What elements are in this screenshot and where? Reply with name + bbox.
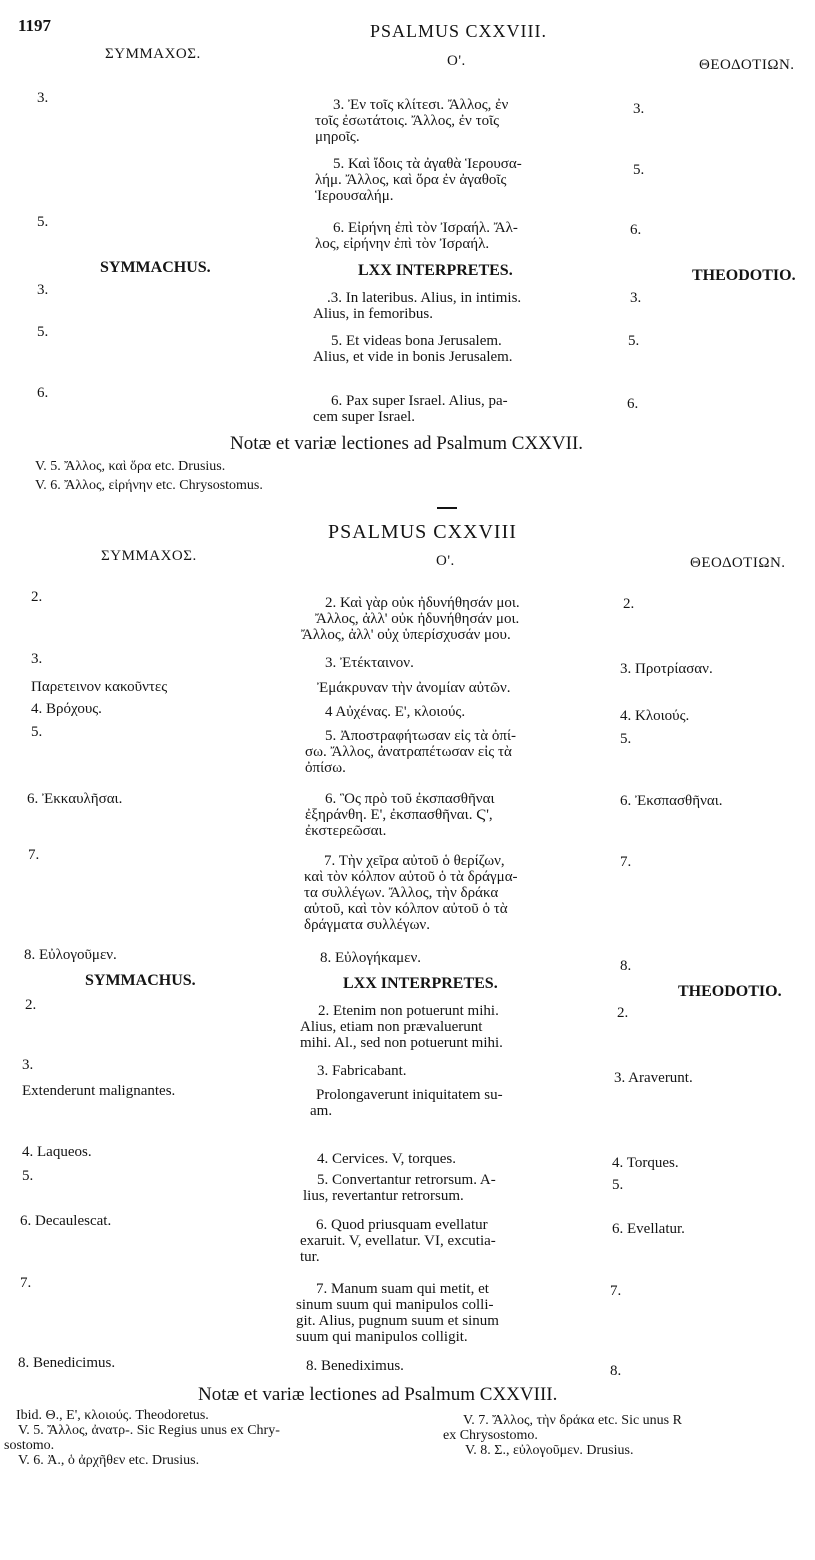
greek-row-right: 3. (633, 101, 645, 117)
latin-row-left: 4. Laqueos. (22, 1144, 92, 1160)
latin-row-left: 5. (37, 324, 49, 340)
greek-row-text: 7. Τὴν χεῖρα αὐτοῦ ὁ θερίζων, καὶ τὸν κόλπον αὐτοῦ ὁ τὰ δράγμα- τα συλλέγων. Ἄλλος, τὴν δράκα αὐτοῦ, καὶ τὸν κόλπον αὐτοῦ ὁ τὰ δράγματα συλλέγων. (304, 853, 518, 933)
latin-row-right: 5. (612, 1177, 624, 1193)
greek-row-right: 4. Κλοιούς. (620, 708, 690, 724)
latin-row-text: 7. Manum suam qui metit, et sinum suum qui manipulos colli- git. Alius, pugnum suum et sinum suum qui manipulos colligit. (296, 1281, 499, 1345)
greek-row-right: 2. (623, 596, 635, 612)
greek-row-right: 8. (620, 958, 632, 974)
greek-row-right: 5. (620, 731, 632, 747)
greek-row-text: 6. Ὃς πρὸ τοῦ ἐκσπασθῆναι ἐξηράνθη. Ε', ἐκσπασθῆναι. Ϛ', ἐκστερεῶσαι. (305, 791, 495, 839)
greek-header-symmachus: ΣΥΜΜΑΧΟΣ. (105, 46, 201, 62)
latin-header-lxx: LXX INTERPRETES. (358, 262, 513, 279)
latin-row-left: 8. Benedicimus. (18, 1355, 116, 1371)
latin-row-left: 2. (25, 997, 37, 1013)
latin-row-text: 8. Benediximus. (306, 1358, 404, 1374)
latin-row-left: 6. (37, 385, 49, 401)
notes-title: Notæ et variæ lectiones ad Psalmum CXXVIII. (198, 1384, 558, 1405)
greek-row-left: 5. (37, 214, 49, 230)
latin-row-right: 5. (628, 333, 640, 349)
latin-row-right: 2. (617, 1005, 629, 1021)
note: V. 6. Ἄλλος, εἰρήνην etc. Chrysostomus. (35, 478, 263, 493)
greek-row-right: 6. Ἐκσπασθῆναι. (620, 793, 723, 809)
greek-row-right: 3. Προτρίασαν. (620, 661, 713, 677)
latin-row-text: 2. Etenim non potuerunt mihi. Alius, etiam non prævaluerunt mihi. Al., sed non potuerunt mihi. (300, 1003, 503, 1051)
latin-row-right: 4. Torques. (612, 1155, 679, 1171)
latin-row-right: 3. Araverunt. (614, 1070, 693, 1086)
greek-row-left: Παρετεινον κακοῦντες (31, 679, 168, 695)
greek-row-left: 3. (31, 651, 43, 667)
latin-row-left: Extenderunt malignantes. (22, 1083, 176, 1099)
greek-row-text: 5. Ἀποστραφήτωσαν εἰς τὰ ὀπί- σω. Ἄλλος, ἀνατραπέτωσαν εἰς τὰ ὀπίσω. (305, 728, 517, 776)
latin-row-text: 5. Et videas bona Jerusalem. Alius, et vide in bonis Jerusalem. (313, 333, 513, 365)
latin-row-right: 7. (610, 1283, 622, 1299)
latin-row-text: 6. Pax super Israel. Alius, pa- cem super Israel. (313, 393, 508, 425)
latin-row-text: .3. In lateribus. Alius, in intimis. Alius, in femoribus. (313, 290, 522, 322)
latin-row-left: 3. (22, 1057, 34, 1073)
greek-row-left: 5. (31, 724, 43, 740)
latin-header-theodotion: THEODOTIO. (678, 983, 782, 1000)
greek-row-right: 7. (620, 854, 632, 870)
notes-title: Notæ et variæ lectiones ad Psalmum CXXVII. (230, 433, 584, 454)
latin-row-text: Prolongaverunt iniquitatem su- am. (310, 1087, 503, 1119)
greek-header-theodotion: ΘΕΟΔΟΤΙΩΝ. (699, 57, 795, 73)
latin-row-right: 6. (627, 396, 639, 412)
latin-row-right: 3. (630, 290, 642, 306)
greek-header-lxx: O'. (436, 553, 455, 569)
greek-row-text: 5. Καὶ ἴδοις τὰ ἀγαθὰ Ἱερουσα- λήμ. Ἄλλος, καὶ ὅρα ἐν ἀγαθοῖς Ἱερουσαλήμ. (315, 156, 522, 204)
greek-header-lxx: O'. (447, 53, 466, 69)
latin-row-left: 3. (37, 282, 49, 298)
notes-left: Ibid. Θ., Ε', κλοιούς. Theodoretus. V. 5. Ἄλλος, ἀνατρ-. Sic Regius unus ex Chry- sostomo. V. 6. Ἀ., ὁ ἀρχῆθεν etc. Drusius. (4, 1408, 280, 1468)
greek-row-text: Ἐμάκρυναν τὴν ἀνομίαν αὐτῶν. (317, 680, 511, 696)
latin-row-text: 4. Cervices. V, torques. (317, 1151, 457, 1167)
notes-right: V. 7. Ἄλλος, τὴν δράκα etc. Sic unus R ex Chrysostomo. V. 8. Σ., εὐλογοῦμεν. Drusius. (443, 1413, 682, 1458)
greek-row-left: 6. Ἐκκαυλῆσαι. (27, 791, 123, 807)
running-head: PSALMUS CXXVIII. (370, 21, 548, 41)
greek-header-symmachus: ΣΥΜΜΑΧΟΣ. (101, 548, 197, 564)
latin-header-lxx: LXX INTERPRETES. (343, 975, 498, 992)
latin-header-symmachus: SYMMACHUS. (85, 972, 196, 989)
note: V. 5. Ἄλλος, καὶ ὅρα etc. Drusius. (35, 459, 226, 474)
greek-row-left: 3. (37, 90, 49, 106)
latin-row-text: 5. Convertantur retrorsum. A- lius, revertantur retrorsum. (303, 1172, 496, 1204)
greek-row-text: 3. Ἐτέκταινον. (325, 655, 414, 671)
latin-row-right: 8. (610, 1363, 622, 1379)
psalm-title: PSALMUS CXXVIII (328, 521, 517, 543)
latin-row-text: 6. Quod priusquam evellatur exaruit. V, evellatur. VI, excutia- tur. (300, 1217, 496, 1265)
greek-row-left: 8. Εὐλογοῦμεν. (24, 947, 117, 963)
greek-row-text: 3. Ἐν τοῖς κλίτεσι. Ἄλλος, ἐν τοῖς ἐσωτάτοις. Ἄλλος, ἐν τοῖς μηροῖς. (315, 97, 509, 145)
latin-row-text: 3. Fabricabant. (317, 1063, 407, 1079)
greek-header-theodotion: ΘΕΟΔΟΤΙΩΝ. (690, 555, 786, 571)
greek-row-right: 6. (630, 222, 642, 238)
latin-row-left: 6. Decaulescat. (20, 1213, 112, 1229)
greek-row-text: 8. Εὐλογήκαμεν. (320, 950, 421, 966)
greek-row-right: 5. (633, 162, 645, 178)
greek-row-text: 2. Καὶ γὰρ οὐκ ἠδυνήθησάν μοι. Ἄλλος, ἀλλ' οὐκ ἠδυνήθησάν μοι. Ἄλλος, ἀλλ' οὐχ ὑπερίσχυσάν μου. (301, 595, 520, 643)
page-number: 1197 (18, 16, 52, 35)
latin-header-theodotion: THEODOTIO. (692, 267, 796, 284)
greek-row-left: 4. Βρόχους. (31, 701, 102, 717)
greek-row-left: 2. (31, 589, 43, 605)
section-divider (437, 507, 457, 509)
greek-row-text: 6. Εἰρήνη ἐπὶ τὸν Ἰσραήλ. Ἄλ- λος, εἰρήνην ἐπὶ τὸν Ἰσραήλ. (315, 220, 518, 252)
latin-row-left: 5. (22, 1168, 34, 1184)
latin-row-left: 7. (20, 1275, 32, 1291)
latin-header-symmachus: SYMMACHUS. (100, 259, 211, 276)
latin-row-right: 6. Evellatur. (612, 1221, 685, 1237)
greek-row-text: 4 Αὐχένας. Ε', κλοιούς. (325, 704, 466, 720)
greek-row-left: 7. (28, 847, 40, 863)
